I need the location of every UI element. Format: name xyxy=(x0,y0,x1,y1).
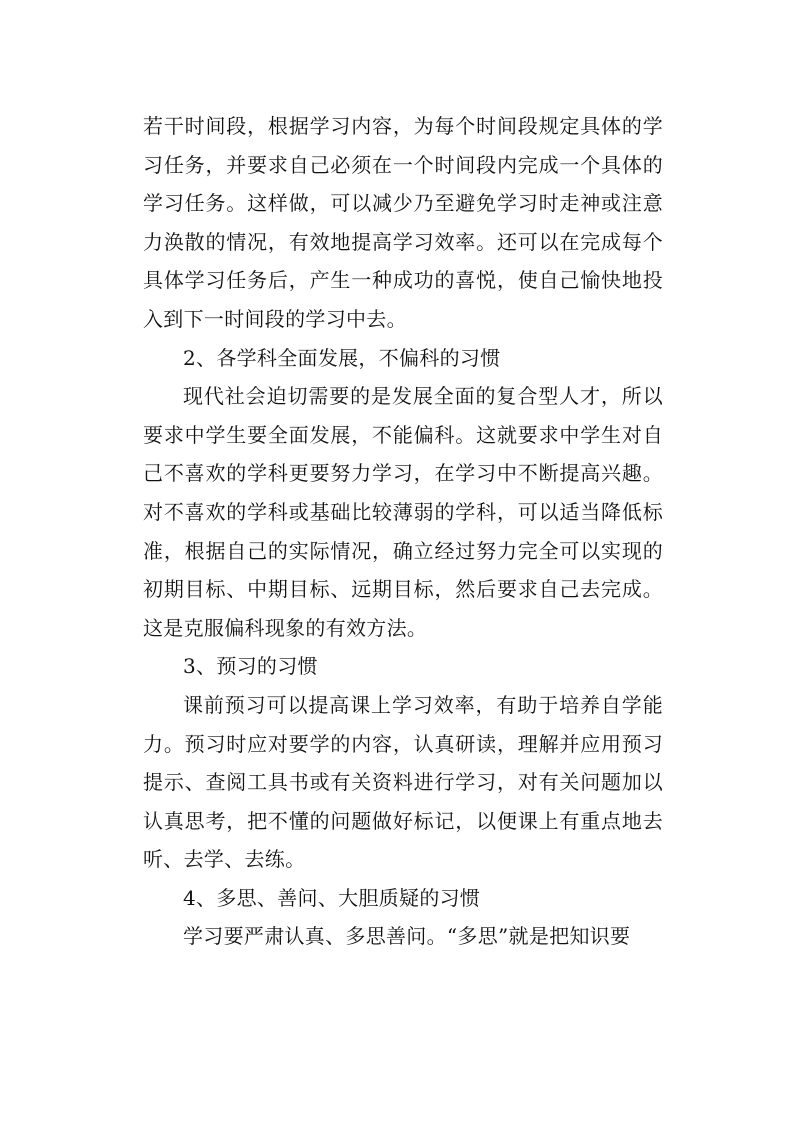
paragraph-balanced-development: 现代社会迫切需要的是发展全面的复合型人才，所以要求中学生要全面发展，不能偏科。这就要求中学生对自己不喜欢的学科更要努力学习，在学习中不断提高兴趣。对不喜欢的学科或基础比较薄弱的学科，可以适当降低标准，根据自己的实际情况，确立经过努力完全可以实现的初期目标、中期目标、远期目标，然后要求自己去完成。这是克服偏科现象的有效方法。 xyxy=(143,384,663,640)
paragraph-think-ask: 学习要严肃认真、多思善问。“多思”就是把知识要 xyxy=(183,924,631,949)
paragraph-preview-habit: 课前预习可以提高课上学习效率，有助于培养自学能力。预习时应对要学的内容，认真研读，理解并应用预习提示、查阅工具书或有关资料进行学习，对有关问题加以认真思考，把不懂的问题做好标记，以便课上有重点地去听、去学、去练。 xyxy=(143,692,663,872)
section-heading-4: 4、多思、善问、大胆质疑的习惯 xyxy=(183,885,481,910)
section-heading-2: 2、各学科全面发展，不偏科的习惯 xyxy=(183,345,501,370)
paragraph-continued: 若干时间段，根据学习内容，为每个时间段规定具体的学习任务，并要求自己必须在一个时间段内完成一个具体的学习任务。这样做，可以减少乃至避免学习时走神或注意力涣散的情况，有效地提高学习效率。还可以在完成每个具体学习任务后，产生一种成功的喜悦，使自己愉快地投入到下一时间段的学习中去。 xyxy=(143,114,663,331)
section-heading-3: 3、预习的习惯 xyxy=(183,654,318,679)
document-body xyxy=(143,107,663,956)
